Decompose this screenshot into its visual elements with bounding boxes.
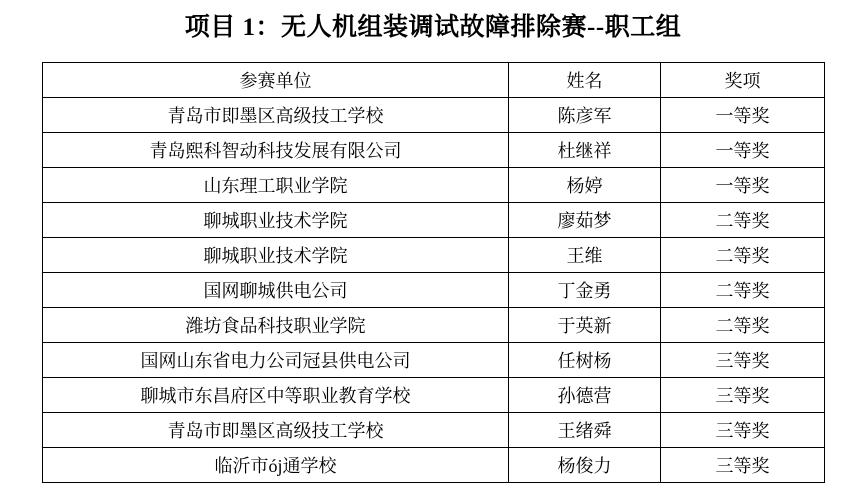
cell-award: 三等奖 <box>661 448 825 483</box>
cell-name: 杜继祥 <box>509 133 661 168</box>
cell-name: 任树杨 <box>509 343 661 378</box>
cell-award: 一等奖 <box>661 98 825 133</box>
cell-name: 于英新 <box>509 308 661 343</box>
table-row <box>43 308 825 343</box>
cell-unit: 临沂市ój通学校 <box>43 448 509 483</box>
table-header-row <box>43 63 825 98</box>
cell-unit: 青岛熙科智动科技发展有限公司 <box>43 133 509 168</box>
cell-unit: 聊城职业技术学院 <box>43 203 509 238</box>
cell-unit: 山东理工职业学院 <box>43 168 509 203</box>
cell-name: 廖茹梦 <box>509 203 661 238</box>
column-header-unit: 参赛单位 <box>43 63 509 98</box>
table-row <box>43 273 825 308</box>
cell-unit: 国网聊城供电公司 <box>43 273 509 308</box>
table-row <box>43 203 825 238</box>
cell-unit: 青岛市即墨区高级技工学校 <box>43 413 509 448</box>
document-page <box>0 10 866 480</box>
cell-award: 二等奖 <box>661 273 825 308</box>
cell-award: 二等奖 <box>661 308 825 343</box>
cell-name: 王维 <box>509 238 661 273</box>
column-header-name: 姓名 <box>509 63 661 98</box>
table-row <box>43 378 825 413</box>
cell-unit: 国网山东省电力公司冠县供电公司 <box>43 343 509 378</box>
cell-award: 一等奖 <box>661 133 825 168</box>
cell-award: 二等奖 <box>661 203 825 238</box>
cell-unit: 聊城市东昌府区中等职业教育学校 <box>43 378 509 413</box>
page-title: 项目 1：无人机组装调试故障排除赛--职工组 <box>184 14 682 41</box>
table-row <box>43 448 825 483</box>
cell-name: 孙德营 <box>509 378 661 413</box>
cell-name: 杨俊力 <box>509 448 661 483</box>
table-row <box>43 133 825 168</box>
table-row <box>43 98 825 133</box>
cell-unit: 聊城职业技术学院 <box>43 238 509 273</box>
cell-name: 杨婷 <box>509 168 661 203</box>
column-header-award: 奖项 <box>661 63 825 98</box>
table-row <box>43 168 825 203</box>
table-row <box>43 413 825 448</box>
cell-name: 陈彦军 <box>509 98 661 133</box>
cell-award: 一等奖 <box>661 168 825 203</box>
award-table <box>42 62 825 483</box>
cell-unit: 潍坊食品科技职业学院 <box>43 308 509 343</box>
cell-award: 二等奖 <box>661 238 825 273</box>
table-container <box>42 62 824 483</box>
table-row <box>43 343 825 378</box>
cell-name: 王绪舜 <box>509 413 661 448</box>
cell-unit: 青岛市即墨区高级技工学校 <box>43 98 509 133</box>
cell-award: 三等奖 <box>661 343 825 378</box>
table-row <box>43 238 825 273</box>
cell-award: 三等奖 <box>661 413 825 448</box>
cell-name: 丁金勇 <box>509 273 661 308</box>
cell-award: 三等奖 <box>661 378 825 413</box>
